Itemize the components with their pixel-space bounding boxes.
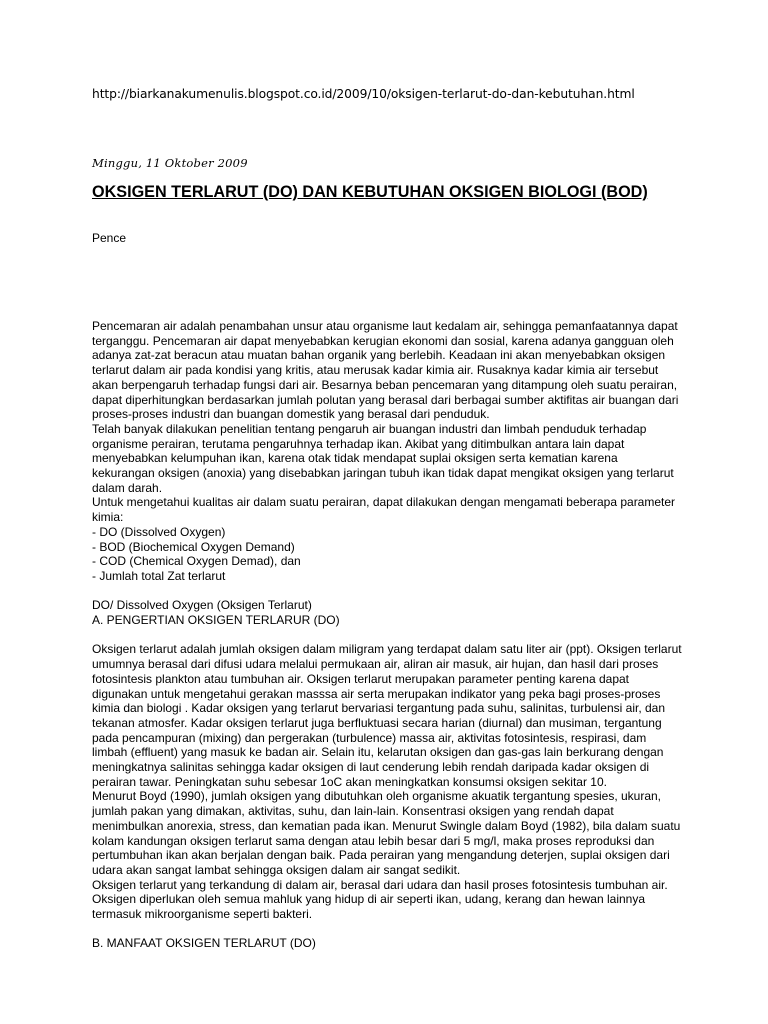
- list-item-bod: - BOD (Biochemical Oxygen Demand): [92, 539, 295, 554]
- section-heading-do: DO/ Dissolved Oxygen (Oksigen Terlarut): [92, 598, 312, 613]
- section-heading-a: A. PENGERTIAN OKSIGEN TERLARUR (DO): [92, 613, 340, 628]
- source-url[interactable]: http://biarkanakumenulis.blogspot.co.id/2009/10/oksigen-terlarut-do-dan-kebutuhan.html: [92, 87, 635, 101]
- paragraph-source: Oksigen terlarut yang terkandung di dalam air, berasal dari udara dan hasil proses fotosintesis tumbuhan air. Oksigen diperlukan oleh semua mahluk yang hidup di air seperti ikan, udang, kerang dan hewan lainnya termasuk mikroorganisme seperti bakteri.: [92, 877, 668, 922]
- spacer: [92, 628, 682, 643]
- paragraph-research: Telah banyak dilakukan penelitian tentang pengaruh air buangan industri dan limbah penduduk terhadap organisme perairan, terutama pengaruhnya terhadap ikan. Akibat yang ditimbulkan antara lain dapat menyebabkan kelumpuhan ikan, karena otak tidak mendapat suplai oksigen serta kematian karena kekurangan oksigen (anoxia) yang disebabkan jaringan tubuh ikan tidak dapat mengikat oksigen yang terlarut dalam darah.: [92, 421, 674, 495]
- list-item-cod: - COD (Chemical Oxygen Demad), dan: [92, 554, 301, 569]
- paragraph-definition: Oksigen terlarut adalah jumlah oksigen dalam miligram yang terdapat dalam satu liter air (ppt). Oksigen terlarut umumnya berasal dari difusi udara melalui permukaan air, aliran air masuk, air hujan, dan hasil dari proses fotosintesis plankton atau tumbuhan air. Oksigen terlarut merupakan parameter penting karena dapat digunakan untuk mengetahui gerakan masssa air serta merupakan indikator yang peka bagi proses-proses kimia dan biologi . Kadar oksigen yang terlarut bervariasi tergantung pada suhu, salinitas, turbulensi air, dan tekanan atmosfer. Kadar oksigen terlarut juga berfluktuasi secara harian (diurnal) dan musiman, tergantung pada pencampuran (mixing) dan pergerakan (turbulence) massa air, aktivitas fotosintesis, respirasi, dam limbah (effluent) yang masuk ke badan air. Selain itu, kelarutan oksigen dan gas-gas lain berkurang dengan meningkatnya salinitas sehingga kadar oksigen di laut cenderung lebih rendah daripada kadar oksigen di perairan tawar. Peningkatan suhu sebesar 1oC akan meningkatkan konsumsi oksigen sekitar 10.: [92, 642, 682, 789]
- paragraph-boyd: Menurut Boyd (1990), jumlah oksigen yang dibutuhkan oleh organisme akuatik tergantung spesies, ukuran, jumlah pakan yang dimakan, aktivitas, suhu, dan lain-lain. Konsentrasi oksigen yang rendah dapat menimbulkan anorexia, stress, dan kematian pada ikan. Menurut Swingle dalam Boyd (1982), bila dalam suatu kolam kandungan oksigen terlarut sama dengan atau lebih besar dari 5 mg/l, maka proses reproduksi dan pertumbuhan ikan akan berjalan dengan baik. Pada perairan yang mengandung deterjen, suplai oksigen dari udara akan sangat lambat sehingga oksigen dalam air sangat sedikit.: [92, 789, 681, 877]
- post-date: Minggu, 11 Oktober 2009: [92, 156, 248, 170]
- section-heading-b: B. MANFAAT OKSIGEN TERLARUT (DO): [92, 936, 316, 951]
- article-body: [92, 319, 682, 951]
- paragraph-intro: Pencemaran air adalah penambahan unsur atau organisme laut kedalam air, sehingga pemanfaatannya dapat terganggu. Pencemaran air dapat menyebabkan kerugian ekonomi dan sosial, karena adanya gangguan oleh adanya zat-zat beracun atau muatan bahan organik yang berlebih. Keadaan ini akan menyebabkan oksigen terlarut dalam air pada kondisi yang kritis, atau merusak kadar kimia air. Rusaknya kadar kimia air tersebut akan berpengaruh terhadap fungsi dari air. Besarnya beban pencemaran yang ditampung oleh suatu perairan, dapat diperhitungkan berdasarkan jumlah polutan yang berasal dari berbagai sumber aktifitas air buangan dari proses-proses industri dan buangan domestik yang berasal dari penduduk.: [92, 319, 679, 422]
- post-author: Pence: [92, 231, 127, 245]
- list-item-do: - DO (Dissolved Oxygen): [92, 524, 226, 539]
- post-title: OKSIGEN TERLARUT (DO) DAN KEBUTUHAN OKSIGEN BIOLOGI (BOD): [92, 183, 648, 201]
- spacer: [92, 922, 682, 937]
- paragraph-parameters: Untuk mengetahui kualitas air dalam suatu perairan, dapat dilakukan dengan mengamati beberapa parameter kimia:: [92, 495, 676, 525]
- spacer: [92, 584, 682, 599]
- list-item-total: - Jumlah total Zat terlarut: [92, 568, 226, 583]
